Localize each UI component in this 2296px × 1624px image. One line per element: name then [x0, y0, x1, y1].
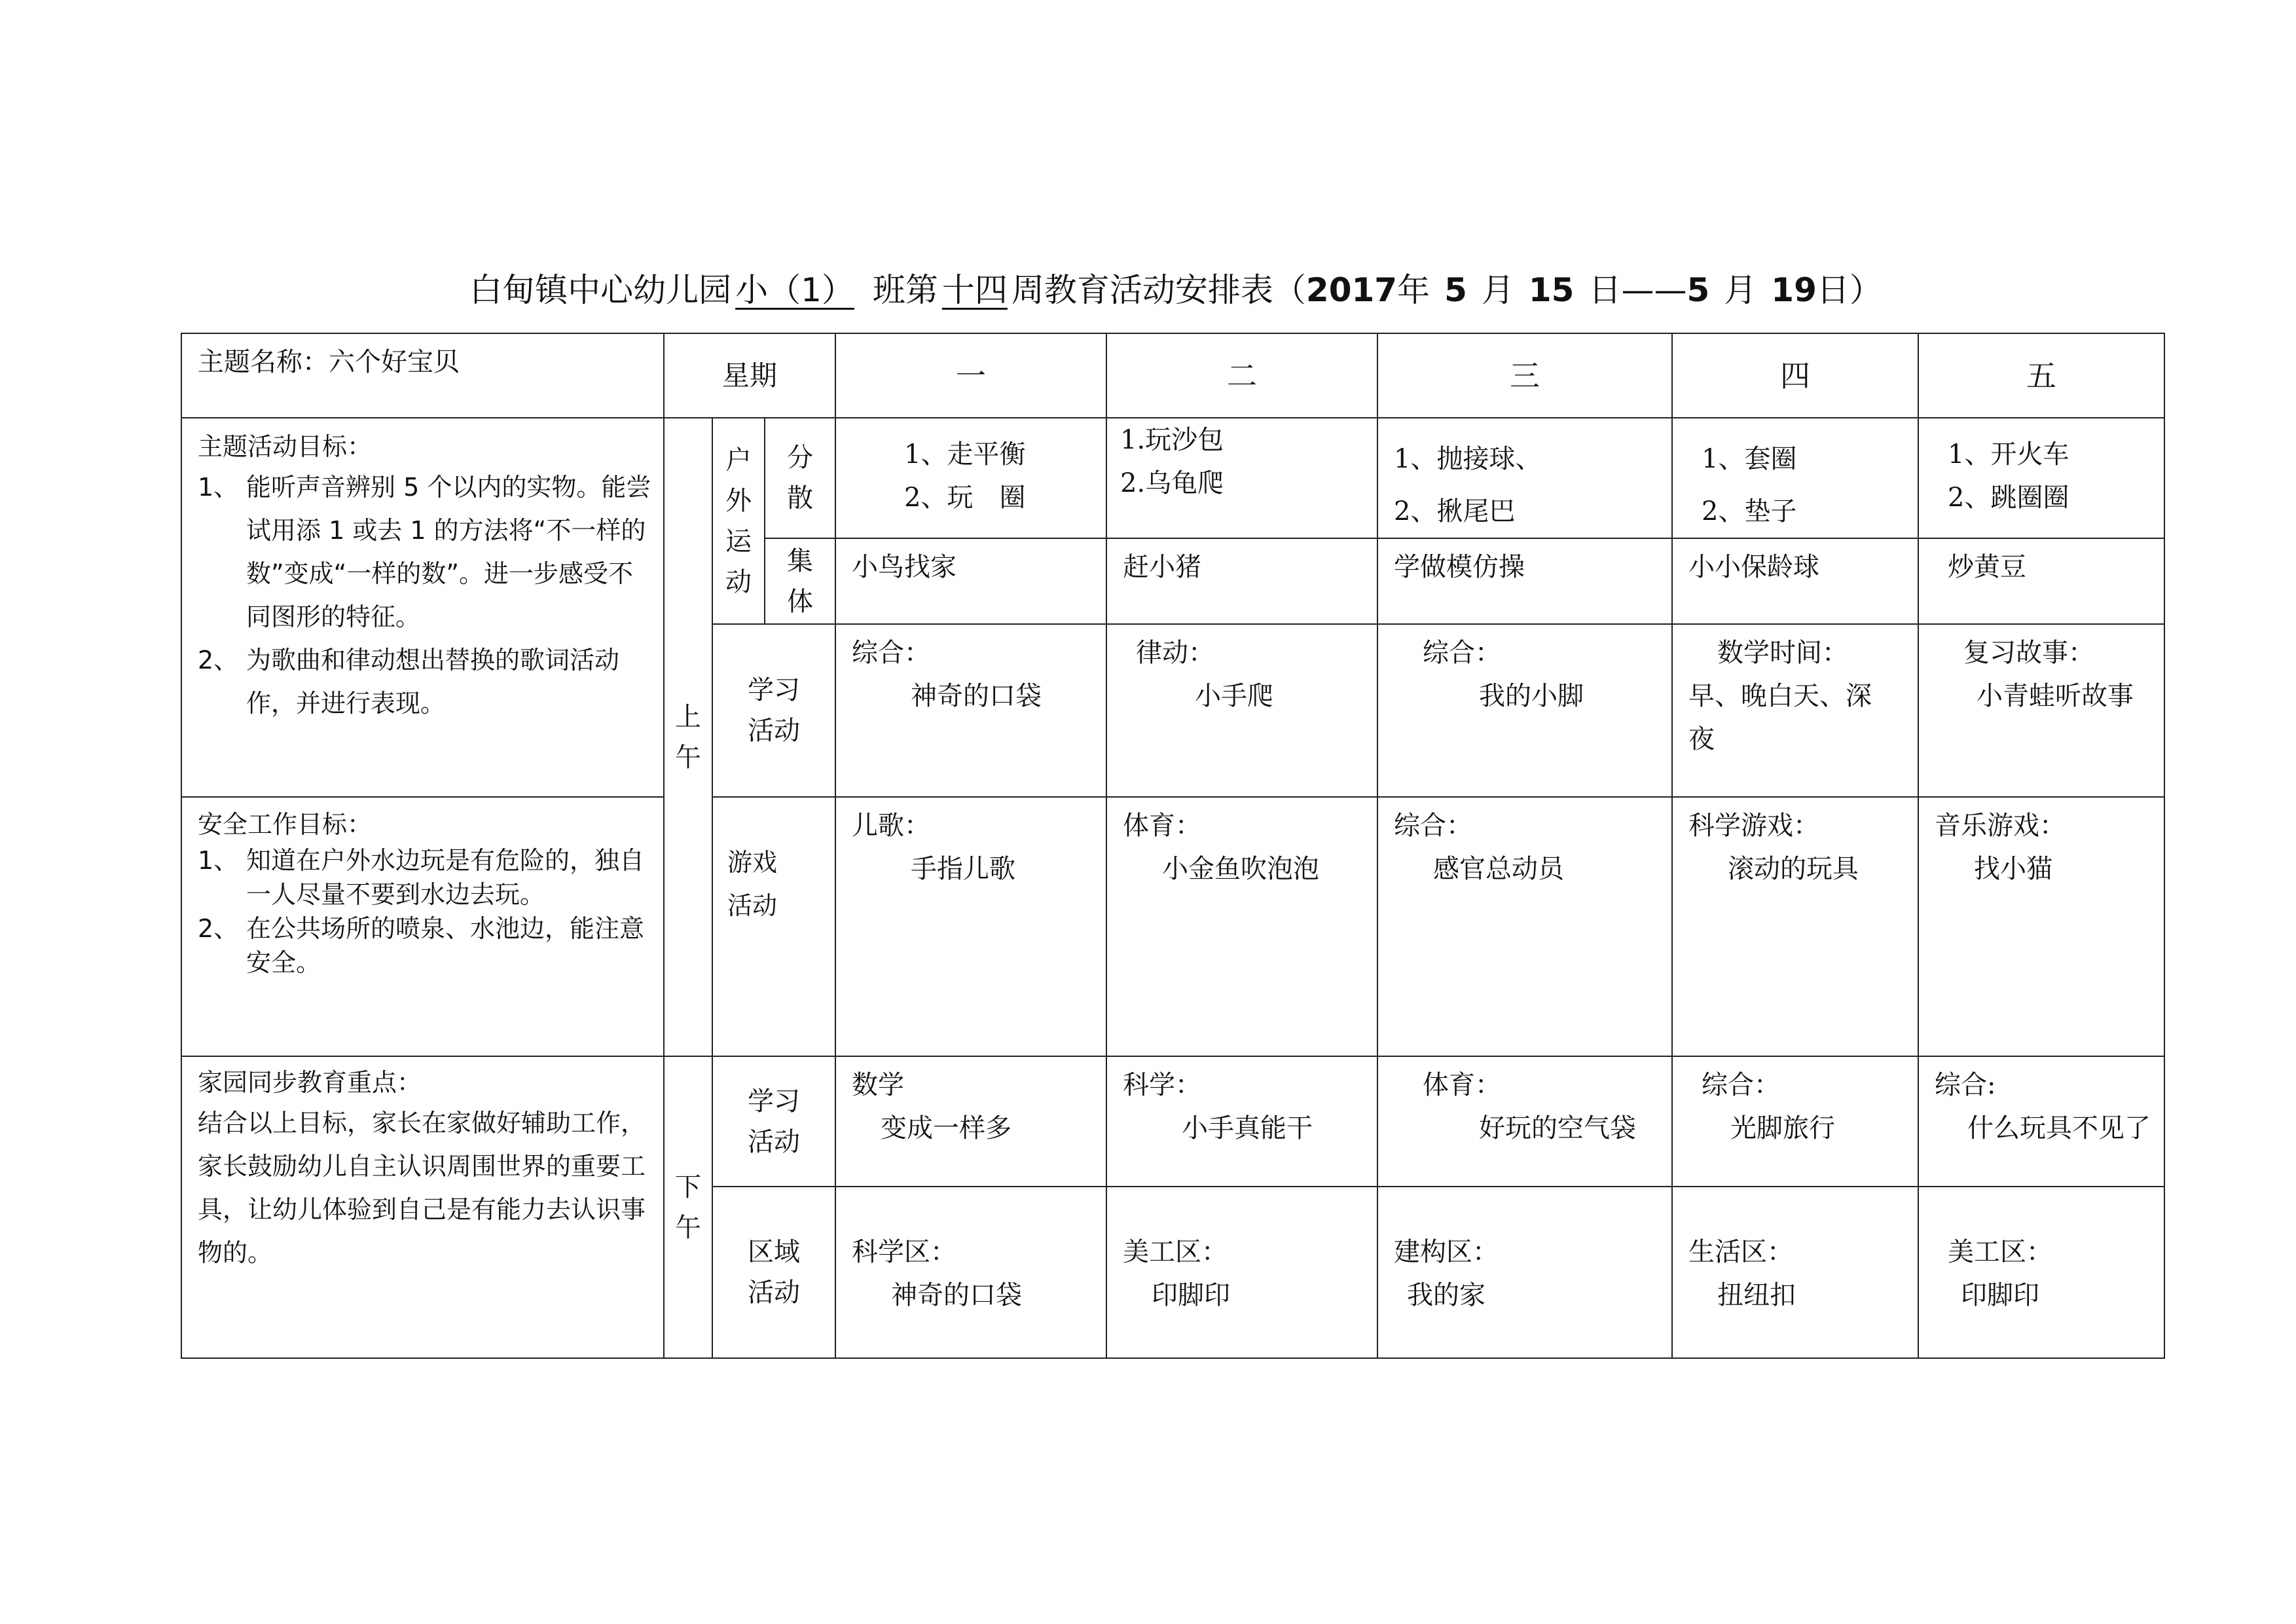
cell-game-wed	[1377, 797, 1672, 1056]
cell-line: 综合:	[1935, 1070, 1996, 1100]
theme-cell	[181, 333, 664, 418]
goal-item	[198, 466, 651, 638]
cell-line: 神奇的口袋	[911, 681, 1042, 711]
cell-line: 滚动的玩具	[1728, 854, 1859, 884]
title-day-label-1: 日——	[1588, 271, 1687, 309]
title-month-label-1: 月	[1481, 271, 1514, 309]
safety-title: 安全工作目标：	[198, 810, 373, 839]
cell-line: 印脚印	[1152, 1280, 1230, 1310]
cell-line: 2、玩 圈	[904, 483, 1026, 513]
cell-line: 科学：	[1123, 1070, 1201, 1100]
header-row	[181, 333, 2164, 418]
label-line: 学习	[748, 675, 800, 705]
cell-line: 科学区：	[852, 1237, 957, 1267]
cell-line: 2、垫子	[1702, 496, 1797, 526]
cell-line: 印脚印	[1961, 1280, 2039, 1310]
cell-scattered-wed	[1377, 418, 1672, 538]
cell-line: 我的家	[1407, 1280, 1485, 1310]
goal-num: 1、	[198, 473, 239, 502]
title-start-month: 5	[1444, 271, 1467, 309]
day-thu: 四	[1672, 333, 1918, 418]
cell-line: 生活区：	[1688, 1237, 1793, 1267]
home-title: 家园同步教育重点：	[198, 1068, 422, 1097]
cell-study-am-thu	[1672, 624, 1918, 797]
cell-study-am-wed	[1377, 624, 1672, 797]
afternoon-char: 下	[675, 1172, 701, 1202]
title-day-label-2: 日）	[1816, 271, 1882, 309]
cell-line: 音乐游戏：	[1935, 811, 2066, 841]
label-line: 区域	[748, 1237, 800, 1267]
schedule-table	[181, 333, 2165, 1359]
cell-line: 数学时间：	[1717, 638, 1848, 668]
day-fri: 五	[1918, 333, 2164, 418]
cell-line: 2.乌龟爬	[1120, 468, 1224, 498]
cell-game-fri	[1918, 797, 2164, 1056]
cell-collective-thu: 小小保龄球	[1672, 538, 1918, 624]
cell-area-mon	[835, 1187, 1106, 1358]
afternoon-label	[664, 1056, 712, 1358]
cell-area-tue	[1106, 1187, 1377, 1358]
day-mon: 一	[835, 333, 1106, 418]
cell-study-pm-tue	[1106, 1056, 1377, 1187]
row-study-pm	[181, 1056, 2164, 1187]
title-year: 2017	[1305, 271, 1398, 309]
row-game	[181, 797, 2164, 1056]
afternoon-char: 午	[675, 1212, 701, 1243]
safety-num: 2、	[198, 914, 239, 943]
goals-title: 主题活动目标：	[198, 432, 373, 461]
safety-item	[198, 912, 651, 980]
scattered-char: 分	[787, 443, 813, 473]
cell-line: 综合：	[1423, 638, 1501, 668]
cell-line: 律动：	[1136, 638, 1214, 668]
theme-name: 六个好宝贝	[329, 347, 460, 377]
goals-cell	[181, 418, 664, 797]
safety-cell	[181, 797, 664, 1056]
cell-line: 儿歌：	[852, 811, 930, 841]
study-pm-label	[712, 1056, 835, 1187]
safety-text: 在公共场所的喷泉、水池边，能注意安全。	[246, 914, 645, 977]
label-line: 活动	[748, 1278, 800, 1308]
morning-char: 午	[675, 742, 701, 773]
cell-game-mon	[835, 797, 1106, 1056]
safety-num: 1、	[198, 846, 239, 875]
safety-item	[198, 843, 651, 912]
cell-study-am-tue	[1106, 624, 1377, 797]
cell-line: 综合：	[1702, 1070, 1780, 1100]
cell-line: 综合：	[1394, 811, 1472, 841]
cell-line: 1、开火车	[1948, 439, 2069, 470]
cell-collective-fri: 炒黄豆	[1918, 538, 2164, 624]
cell-line: 感官总动员	[1433, 854, 1564, 884]
home-cell	[181, 1056, 664, 1358]
cell-line: 复习故事：	[1963, 638, 2094, 668]
title-class: 小（1）	[735, 271, 854, 309]
weekday-label: 星期	[664, 333, 835, 418]
outdoor-char: 户	[725, 445, 752, 475]
cell-study-pm-mon	[835, 1056, 1106, 1187]
cell-line: 1、抛接球、	[1394, 444, 1542, 474]
morning-char: 上	[675, 701, 701, 732]
label-line: 活动	[727, 891, 778, 920]
title-end-day: 19	[1771, 271, 1817, 309]
cell-line: 数学	[852, 1070, 904, 1100]
cell-line: 美工区：	[1123, 1237, 1228, 1267]
title-week: 十四	[941, 271, 1008, 309]
cell-study-am-fri	[1918, 624, 2164, 797]
cell-line: 神奇的口袋	[891, 1280, 1022, 1310]
cell-line: 好玩的空气袋	[1479, 1113, 1636, 1143]
cell-collective-wed: 学做模仿操	[1377, 538, 1672, 624]
cell-line: 小手真能干	[1182, 1113, 1313, 1143]
cell-collective-mon: 小鸟找家	[835, 538, 1106, 624]
outdoor-char: 运	[725, 526, 752, 557]
safety-text: 知道在户外水边玩是有危险的，独自一人尽量不要到水边去玩。	[246, 846, 645, 909]
cell-line: 2、揪尾巴	[1394, 496, 1516, 526]
cell-line: 找小猫	[1974, 854, 2052, 884]
outdoor-char: 外	[725, 485, 752, 516]
title-mid: 班第	[872, 271, 938, 309]
title-start-day: 15	[1528, 271, 1575, 309]
game-label	[712, 797, 835, 1056]
theme-label: 主题名称：	[198, 347, 329, 377]
cell-area-fri	[1918, 1187, 2164, 1358]
label-line: 活动	[748, 1126, 800, 1157]
cell-area-thu	[1672, 1187, 1918, 1358]
study-am-label	[712, 624, 835, 797]
home-text: 结合以上目标，家长在家做好辅助工作，家长鼓励幼儿自主认识周围世界的重要工具，让幼儿体验到自己是有能力去认识事物的。	[198, 1109, 646, 1267]
cell-collective-tue: 赶小猪	[1106, 538, 1377, 624]
cell-line: 综合：	[852, 638, 930, 668]
outdoor-char: 动	[725, 566, 752, 597]
morning-label	[664, 418, 712, 1056]
cell-line: 什么玩具不见了	[1967, 1113, 2151, 1143]
cell-line: 建构区：	[1394, 1237, 1499, 1267]
day-wed: 三	[1377, 333, 1672, 418]
collective-char: 集	[787, 545, 813, 576]
cell-line: 1、走平衡	[904, 439, 1026, 470]
cell-line: 1.玩沙包	[1120, 425, 1224, 455]
goal-text: 能听声音辨别 5 个以内的实物。能尝试用添 1 或去 1 的方法将“不一样的数”变成“一样的数”。进一步感受不同图形的特征。	[246, 473, 651, 631]
title-year-label: 年	[1397, 271, 1430, 309]
cell-line: 美工区：	[1948, 1237, 2052, 1267]
collective-label	[765, 538, 835, 624]
area-label	[712, 1187, 835, 1358]
cell-line: 我的小脚	[1479, 681, 1584, 711]
cell-game-tue	[1106, 797, 1377, 1056]
cell-scattered-mon	[835, 418, 1106, 538]
cell-line: 早、晚白天、深	[1688, 681, 1872, 711]
cell-line: 扭纽扣	[1717, 1280, 1796, 1310]
cell-area-wed	[1377, 1187, 1672, 1358]
cell-game-thu	[1672, 797, 1918, 1056]
goal-text: 为歌曲和律动想出替换的歌词活动作，并进行表现。	[246, 646, 620, 718]
cell-study-am-mon	[835, 624, 1106, 797]
cell-line: 光脚旅行	[1730, 1113, 1835, 1143]
cell-line: 手指儿歌	[911, 854, 1015, 884]
cell-line: 小手爬	[1195, 681, 1273, 711]
row-scattered	[181, 418, 2164, 538]
cell-line: 体育：	[1123, 811, 1201, 841]
cell-study-pm-fri	[1918, 1056, 2164, 1187]
cell-study-pm-thu	[1672, 1056, 1918, 1187]
cell-scattered-thu	[1672, 418, 1918, 538]
collective-char: 体	[787, 586, 813, 617]
cell-line: 2、跳圈圈	[1948, 483, 2069, 513]
title-kindergarten: 白甸镇中心幼儿园	[469, 271, 732, 309]
document-title	[181, 261, 2171, 320]
goal-item	[198, 638, 651, 725]
label-line: 学习	[748, 1086, 800, 1116]
label-line: 游戏	[727, 848, 778, 877]
outdoor-label	[712, 418, 765, 624]
cell-scattered-fri	[1918, 418, 2164, 538]
scattered-char: 散	[787, 483, 813, 513]
title-suffix: 周教育活动安排表（	[1011, 271, 1306, 309]
goal-num: 2、	[198, 646, 239, 674]
cell-line: 小青蛙听故事	[1977, 681, 2134, 711]
label-line: 活动	[748, 716, 800, 746]
cell-line: 小金鱼吹泡泡	[1162, 854, 1319, 884]
cell-line: 1、套圈	[1702, 444, 1797, 474]
cell-line: 体育：	[1423, 1070, 1501, 1100]
cell-scattered-tue	[1106, 418, 1377, 538]
day-tue: 二	[1106, 333, 1377, 418]
cell-line: 科学游戏：	[1688, 811, 1819, 841]
cell-study-pm-wed	[1377, 1056, 1672, 1187]
title-end-month: 5	[1686, 271, 1710, 309]
cell-line: 夜	[1688, 724, 1715, 754]
title-month-label-2: 月	[1724, 271, 1757, 309]
scattered-label	[765, 418, 835, 538]
cell-line: 变成一样多	[881, 1113, 1011, 1143]
